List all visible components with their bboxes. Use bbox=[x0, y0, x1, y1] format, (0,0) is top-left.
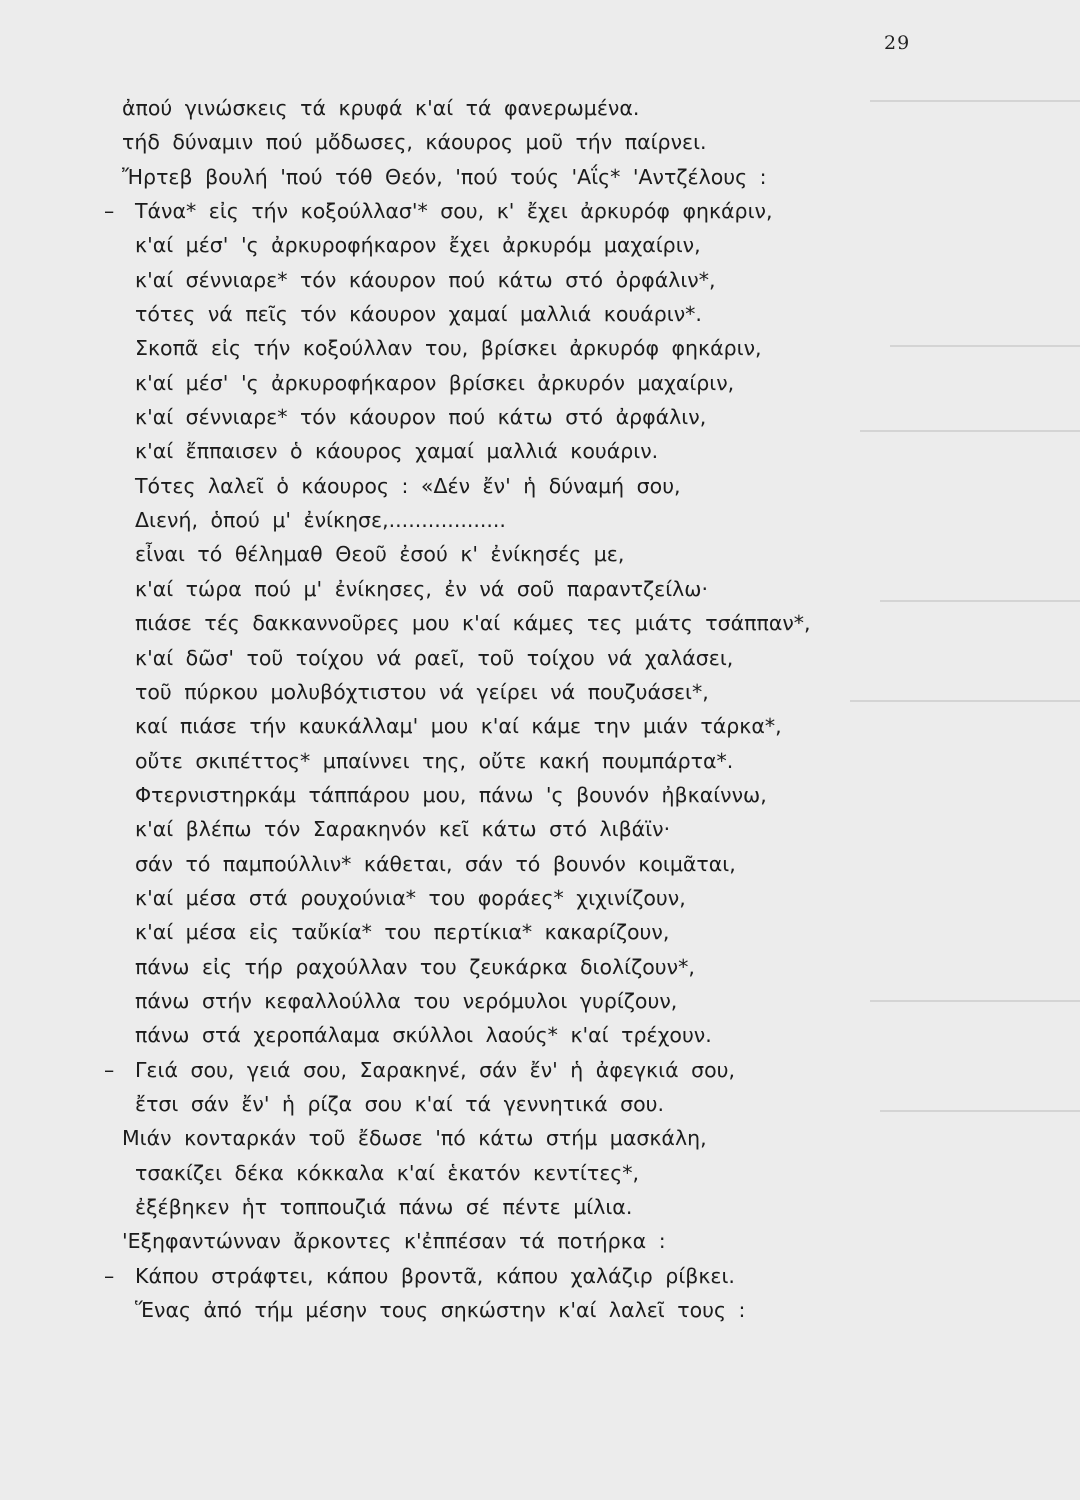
poem-line-text: κ'αί σέννιαρε* τόν κάουρον πού κάτω στό ὀρφάλιν*, bbox=[135, 267, 716, 292]
poem-line-text: Ἤρτεβ βουλή 'πού τόθ Θεόν, 'πού τούς 'Αΐς* 'Αντζέλους : bbox=[122, 164, 767, 189]
poem-line bbox=[0, 125, 1080, 159]
poem-line bbox=[0, 812, 1080, 846]
poem-line-text: πάνω στήν κεφαλλούλλα του νερόμυλοι γυρίζουν, bbox=[135, 988, 678, 1013]
poem-line-text: κ'αί τώρα πού μ' ἐνίκησες, ἐν νά σοῦ παραντζείλω· bbox=[135, 576, 708, 601]
poem-text bbox=[0, 91, 1080, 1327]
poem-line-text: κ'αί μέσα στά ρουχούνια* του φοράες* χιχινίζουν, bbox=[135, 885, 686, 910]
poem-line bbox=[0, 228, 1080, 262]
poem-line-text: τοῦ πύρκου μολυβόχτιστου νά γείρει νά πουζυάσει*, bbox=[135, 679, 709, 704]
dialogue-dash: – bbox=[104, 1057, 115, 1082]
poem-line bbox=[0, 160, 1080, 194]
poem-line-text: Μιάν κονταρκάν τοῦ ἔδωσε 'πό κάτω στήμ μασκάλη, bbox=[122, 1126, 707, 1151]
poem-line-text: Γειά σου, γειά σου, Σαρακηνέ, σάν ἔν' ἡ ἀφεγκιά σου, bbox=[135, 1057, 736, 1082]
poem-line-text: Ἕνας ἀπό τήμ μέσην τους σηκώστην κ'αί λαλεῖ τους : bbox=[135, 1298, 746, 1323]
poem-line bbox=[0, 1224, 1080, 1258]
poem-line bbox=[0, 847, 1080, 881]
poem-line bbox=[0, 366, 1080, 400]
poem-line-text: ἐξέβηκεν ἡτ τοπποuζιά πάνω σέ πέντε μίλια. bbox=[135, 1195, 633, 1219]
poem-line bbox=[0, 641, 1080, 675]
poem-line bbox=[0, 675, 1080, 709]
dialogue-dash: – bbox=[104, 199, 115, 224]
poem-line-text: τότες νά πεῖς τόν κάουρον χαμαί μαλλιά κουάριν*. bbox=[135, 302, 702, 327]
poem-line bbox=[0, 950, 1080, 984]
poem-line bbox=[0, 1259, 1080, 1293]
poem-line-text: κ'αί μέσ' 'ς ἀρκυροφήκαρον ἔχει ἀρκυρόμ μαχαίριν, bbox=[135, 233, 701, 258]
poem-line-text: Διενή, ὁπού μ' ἐνίκησε,.................. bbox=[135, 508, 506, 533]
poem-line-text: κ'αί δῶσ' τοῦ τοίχου νά ραεῖ, τοῦ τοίχου νά χαλάσει, bbox=[135, 645, 734, 670]
poem-line bbox=[0, 400, 1080, 434]
poem-line bbox=[0, 744, 1080, 778]
poem-line bbox=[0, 572, 1080, 606]
poem-line bbox=[0, 434, 1080, 468]
poem-line-text: ἀπού γινώσκεις τά κρυφά κ'αί τά φανερωμένα. bbox=[122, 96, 640, 120]
poem-line-text: πιάσε τές δακκαννοῦρες μου κ'αί κάμες τες μιάτς τσάππαν*, bbox=[135, 611, 811, 636]
poem-line-text: Τάνα* εἰς τήν κοξούλλασ'* σου, κ' ἔχει ἀρκυρόφ φηκάριν, bbox=[135, 199, 773, 224]
poem-line bbox=[0, 606, 1080, 640]
page-number: 29 bbox=[884, 32, 911, 54]
poem-line-text: κ'αί ἔππαισεν ὁ κάουρος χαμαί μαλλιά κουάριν. bbox=[135, 439, 659, 464]
poem-line bbox=[0, 984, 1080, 1018]
poem-line-text: κ'αί βλέπω τόν Σαρακηνόν κεῖ κάτω στό λιβάϊν· bbox=[135, 817, 671, 842]
poem-line-text: τήδ δύναμιν πού μὄδωσες, κάουρος μοῦ τήν παίρνει. bbox=[122, 130, 707, 155]
poem-line bbox=[0, 915, 1080, 949]
poem-line-text: Σκοπᾶ εἰς τήν κοξούλλαν του, βρίσκει ἀρκυρόφ φηκάριν, bbox=[135, 336, 762, 361]
poem-line bbox=[0, 194, 1080, 228]
poem-line-text: Τότες λαλεῖ ὁ κάουρος : «Δέν ἔν' ἡ δύναμή σου, bbox=[135, 473, 681, 498]
poem-line-text: πάνω στά χεροπάλαμα σκύλλοι λαούς* κ'αί τρέχουν. bbox=[135, 1023, 712, 1048]
poem-line bbox=[0, 537, 1080, 571]
poem-line bbox=[0, 297, 1080, 331]
poem-line-text: πάνω εἰς τήρ ραχούλλαν του ζευκάρκα διολίζουν*, bbox=[135, 954, 695, 979]
poem-line bbox=[0, 469, 1080, 503]
poem-line-text: 'Εξηφαντώνναν ἄρκοντες κ'ἐππέσαν τά ποτήρκα : bbox=[122, 1229, 666, 1254]
poem-line-text: καί πιάσε τήν καυκάλλαμ' μου κ'αί κάμε την μιάν τάρκα*, bbox=[135, 714, 782, 739]
poem-line-text: οὔτε σκιπέττος* μπαίννει της, οὔτε κακή πουμπάρτα*. bbox=[135, 748, 734, 773]
poem-line bbox=[0, 503, 1080, 537]
poem-line-text: τσακίζει δέκα κόκκαλα κ'αί ἑκατόν κεντίτες*, bbox=[135, 1160, 640, 1185]
poem-line bbox=[0, 331, 1080, 365]
poem-line bbox=[0, 709, 1080, 743]
dialogue-dash: – bbox=[104, 1263, 115, 1288]
poem-line-text: κ'αί μέσ' 'ς ἀρκυροφήκαρον βρίσκει ἀρκυρόν μαχαίριν, bbox=[135, 370, 735, 395]
poem-line bbox=[0, 1156, 1080, 1190]
poem-line bbox=[0, 1121, 1080, 1155]
poem-line bbox=[0, 263, 1080, 297]
poem-line-text: εἶναι τό θέλημαθ Θεοῦ ἐσού κ' ἐνίκησές με, bbox=[135, 542, 625, 567]
poem-line bbox=[0, 881, 1080, 915]
poem-line-text: ἔτσι σάν ἔν' ἡ ρίζα σου κ'αί τά γεννητικά σου. bbox=[135, 1091, 665, 1116]
poem-line bbox=[0, 1053, 1080, 1087]
poem-line-text: σάν τό παμπούλλιν* κάθεται, σάν τό βουνόν κοιμᾶται, bbox=[135, 851, 736, 876]
poem-line bbox=[0, 778, 1080, 812]
poem-line bbox=[0, 1018, 1080, 1052]
poem-line-text: Κάπου στράφτει, κάπου βροντᾶ, κάπου χαλάζιρ ρίβκει. bbox=[135, 1263, 735, 1288]
poem-line-text: κ'αί μέσα εἰς ταὔκία* του περτίκια* κακαρίζουν, bbox=[135, 920, 670, 945]
poem-line bbox=[0, 1087, 1080, 1121]
poem-line bbox=[0, 1293, 1080, 1327]
poem-line-text: κ'αί σέννιαρε* τόν κάουρον πού κάτω στό ἀρφάλιν, bbox=[135, 405, 707, 430]
poem-line bbox=[0, 91, 1080, 125]
poem-line bbox=[0, 1190, 1080, 1224]
poem-line-text: Φτερνιστηρκάμ τάππάρου μου, πάνω 'ς βουνόν ἠβκαίννω, bbox=[135, 782, 767, 807]
